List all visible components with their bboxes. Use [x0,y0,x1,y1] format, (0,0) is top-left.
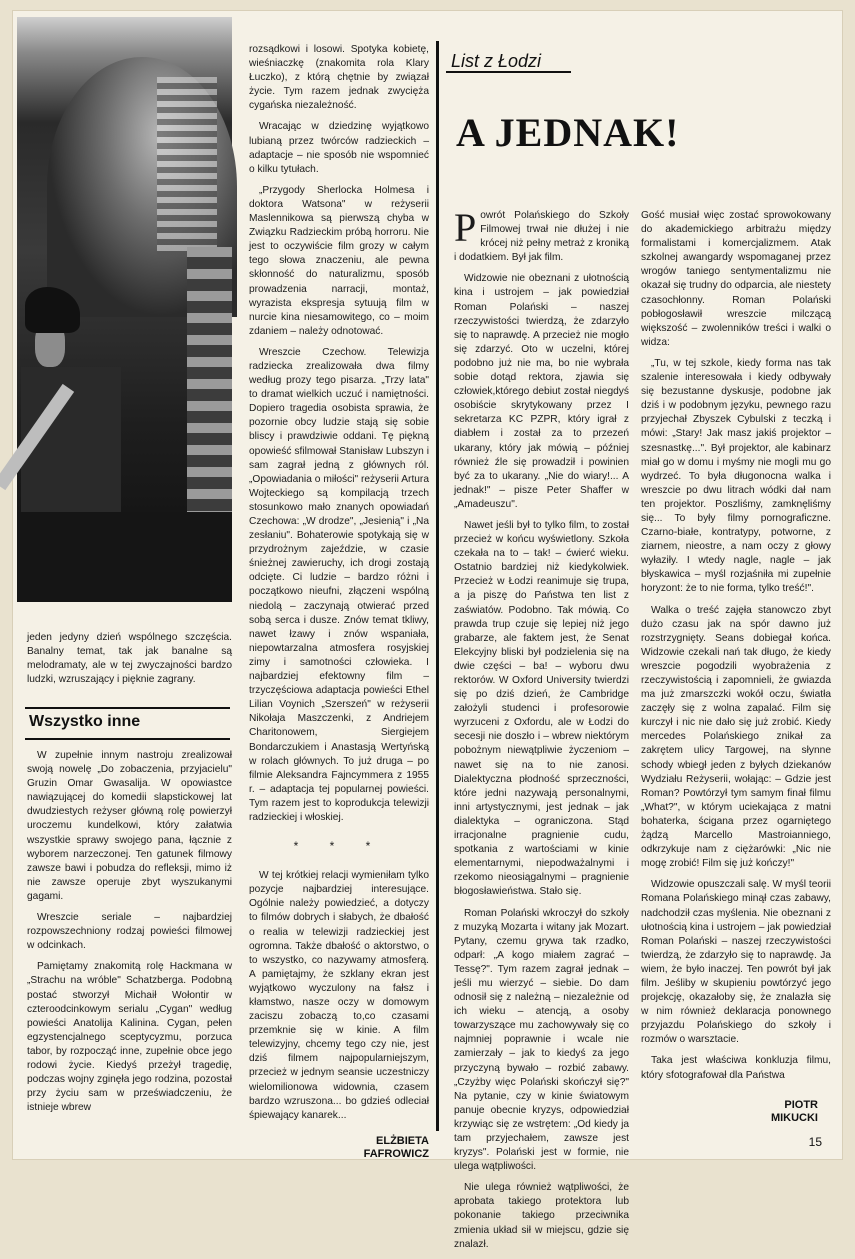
article-paragraph: „Tu, w tej szkole, kiedy forma nas tak szalenie interesowała i kiedy odbywały się bezustanne dyskusje, podobne jak dziś i w podobnym języku, pewnego razu przyjechał Zbyszek Cybulski z teczką i mówi: „Stary! Jak masz jakiś projektor – szesnastkę...". Był projektor, ale kabinarz miał go w domu i myśmy nie mogli mu go wydrzeć. To była długonocna walka i wreszcie po dwu litrach wódki dał nam ten projektor. Poszliśmy, zamknęliśmy się... To były filmy pornograficzne. Czarno-białe, kontratypy, potworne, z ziarnem, nieostre, a nam oczy z głowy wyłaziły. I wtedy nagle, nagle – jak błyskawica – myśl rozjaśniła mi zupełnie horyzont: że to nie forma, tylko treść!". [641,357,831,595]
article-paragraph: Nawet jeśli był to tylko film, to został przecież w końcu wyświetlony. Szkoła czekała na to – tak! – ćwierć wieku. Ostatnio bardziej niż kiedykolwiek. Przecież w Łodzi reanimuje się trupa, a ja piszę do Państwa ten list z zaświatów. Podobno. Tak mówią. Co prawda trup czuje się lepiej niż jego grabarze, ale faktem jest, że Senat Elekcyjny bliski był podzielenia się na dwie części – ba! – wyboru dwu rektorów. W Oxford University twierdzi się po dziś dzień, że Cambridge założyli studenci i profesorowie wyrzuceni z Oxfordu, ale w Łodzi do secesji nie doszło i – wbrew niektórym pobożnym niewątpliwie życzeniom – nawet się na to nie zanosi. Dialektyczna płodność sprzeczności, które jedni nazywają personalnymi, inni artystycznymi, jest jednak – jak dialektyka – ograniczona. Stąd irracjonalne pragnienie cudu, spotkania z wartościami w kinie elementarnymi, niepodważalnymi i rzekomo nieosiągalnymi – pragnienie błogosławieństwa. Stało się. [454,519,629,898]
article-paragraph: Gość musiał więc zostać sprowokowany do akademickiego arbitrażu między formalistami i komercjalizmem. Atak szkolnej awangardy wspomaganej przez wrogów taniego sentymentalizmu nie okazał się trudny do odparcia, ale niestety czasochłonny. Roman Polański pobłogosławił wreszcie milczącą większość – zwolenników treści i walki o widza: [641,210,831,348]
vertical-divider [436,41,439,1131]
article-paragraph: Nie ulega również wątpliwości, że aprobata takiego protektora lub pokonanie takiego przeciwnika zmienia układ sił w miejscu, gdzie się znalazł. [454,1182,629,1250]
column-1 [27,631,232,694]
column-1-continued [27,749,232,1122]
article-paragraph: Taka jest właściwa konkluzja filmu, który sfotografował dla Państwa [641,1055,831,1081]
col1-paragraph: Pamiętamy znakomitą rolę Hackmana w „Strachu na wróble" Schatzberga. Podobną postać stworzył Michaił Wołontir w czteroodcinkowym serialu „Cygan" według powieści Anatolija Kalinina. Cygan, pełen egzystencjalnego sceptycyzmu, porzuca tabor, by rozpocząć inne, zupełnie obce jego rodowi życie. Kiedyś przeżył tragedię, podczas wojny zginęła jego rodzina, pozostał przy życiu sam w przeświadczeniu, że istnieje wbrew [27,961,232,1114]
kicker-underline [446,71,571,73]
byline-author-1: ELŻBIETA FAFROWICZ [363,1135,429,1160]
magazine-page [12,10,843,1250]
byline-author-2: PIOTR MIKUCKI [770,1099,818,1124]
column-2 [249,43,429,1130]
section-stars: * * * [293,839,385,854]
col2-paragraph: rozsądkowi i losowi. Spotyka kobietę, wieśniaczkę (znakomita rola Klary Łuczko), z którą chętnie by związał życie. Tym razem jednak zwycięża cygańska niezależność. [249,44,429,112]
col1-paragraph: Wreszcie seriale – najbardziej rozpowszechniony rodzaj powieści filmowej w odcinkach. [27,912,232,952]
article-paragraph: Widzowie nie obeznani z ułotnością kina i ustrojem – jak powiedział Roman Polański – naszej rzeczywistości twierdzą, że zdarzyło się to naprawdę. A przecież nie mogło się zdarzyć. Oto w uczelni, której podobno już nie ma, bo nie wybrała sobie dotąd rektora, zjawia się człowiek,którego debiut został niegdyś osobiście skrytykowany przez I sekretarza KC PZPR, który igrał z diabłem i został za to przezeń ukarany, który jak mówią – później również źle się prowadził i powinien być za to ukarany. „Nie do wiary!... A jednak!" – pisze Peter Shaffer w „Amadeuszu". [454,273,629,510]
article-paragraph: Roman Polański wkroczył do szkoły z muzyką Mozarta i witany jak Mozart. Pytany, czemu grywa tak rzadko, odparł: „A kogo miałem zagrać – Tessę?". Tym razem zagrał jednak – jeśli mu wierzyć – siebie. Do dam odnosił się z należną – niezależnie od ich wieku – atencją, a osoby towarzyszące mu zachowywały się co najmniej poprawnie i wcale nie zamierzały – jak to kiedyś za jego przyczyną bywało – rozbić zabawy. „Czyżby więc Polański skończył się?" Na pytanie, czy w kinie światowym panuje obecnie kryzys, odpowiedział krzywiąc się ze wstrętem: „Od kiedy ja tam przyjechałem, zawsze jest kryzys". Polański jest w formie, nie ulega wątpliwości. [454,907,629,1173]
col1-paragraph: jeden jedyny dzień wspólnego szczęścia. Banalny temat, tak jak banalne są melodramaty, ale w tej zwyczajności bardzo ludzki, wzruszający i pięknie zagrany. [27,632,232,686]
article-kicker: List z Łodzi [451,51,542,71]
article-headline: A JEDNAK! [456,110,680,155]
article-paragraph: Walka o treść zajęła stanowczo zbyt dużo czasu jak na spór dawno już rozstrzygnięty. Seans dobiegał końca. Widzowie czekali nań tak długo, że kiedy wreszcie pogodzili wyobrażenia z rzeczywistością i zapomnieli, że gwiazda ma już zmarszczki wokół oczu, światła zaczęły się z wolna zapalać. Film się kurczył i nic nie dało się już zrobić. Kiedy mercedes Polańskiego znikał za zakrętem ulicy Targowej, na słynne schody wbiegł jeden z byłych dziekanów Wydziału Reżyserii, wołając: – Gdzie jest Roman? Powtórzył tym samym finał filmu „What?", w którym uciekająca z matni bohaterka, ścigana przez ogarniętego żądzą Marcello Mastroianniego, odkrzykuje nam z ciężarówki: „Nic nie mogę zrobić! Film się już kończy!" [641,604,831,870]
section-rule [25,707,230,709]
col2-paragraph: W tej krótkiej relacji wymieniłam tylko pozycje najbardziej interesujące. Ogólnie należy powiedzieć, a dotyczy to filmów dobrych i słabych, że dbałość o realia w telewizji radzieckiej jest ogromna. Także dbałość o aktorstwo, o to wszystko, co nazywamy atmosferą. A pamiętajmy, że szklany ekran jest wyjątkowo wyczulony na fałsz i kłamstwo, nasze oczy w domowym zaciszu zobaczą to,co czasami przemknie się w kinie. A film telewizyjny, chcemy tego czy nie, jest dziś filmem najpopularniejszym, przecież w jednym seansie uczestniczy wielomilionowa widownia, czasem bardzo wzruszona... bo gdzieś odleciał śpiewający kanarek... [249,870,429,1121]
section-rule [25,738,230,740]
article-paragraph: Widzowie opuszczali salę. W myśl teorii Romana Polańskiego minął czas zabawy, nadchodził czas myślenia. Nie obeznani z ułotnością kina i ustrojem – jak powiedział Roman Polański – naszej rzeczywistości twierdzą, że zdarzyło się to naprawdę. Ja wiem, że było inaczej. Ten powrót był jak film. Jeśliby w skupieniu powtórzyć jego projekcję, okazałoby się, że znalazła się w nim również deklaracja ponownego przyjazdu Polańskiego do szkoły i rozmów o warsztacie. [641,879,831,1046]
drop-cap: P [454,205,477,250]
col2-paragraph: Wreszcie Czechow. Telewizja radziecka zrealizowała dwa filmy według prozy tego pisarza. „Trzy lata" to dramat wielkich uczuć i namiętności. Dopiero tragedia osobista sprawia, że pozornie obcy ludzie stają się sobie bliscy i prawdziwie oddani. Tę piękną opowieść sfilmował Stanisław Lubszyn i sam zagrał jedną z głównych ról. „Opowiadania o miłości" reżyserii Artura Wojteckiego są kompilacją trzech stosunkowo mało znanych opowiadań Czechowa: „W drodze", „Jesienią" i „Na zesłaniu". Bohaterowie spotykają się w przydrożnym zajeździe, w czasie śnieżnej zawieruchy, ich drogi zostają odcięte. Ci ludzie – bardzo różni i początkowo nieufni, złączeni wspólną niedolą – zaczynają otwierać przed sobą serca i dusze. Znów temat tkliwy, nawet łzawy i znów wspaniała, niepowtarzalna atmosfera rosyjskiej zimy i samotności człowieka. I najbardziej efektowny film – trzyczęściowa adaptacja powieści Ethel Lilian Voynich „Szerszeń" w reżyserii Nikołaja Maszczenki, z Andriejem Charitonowem, Siergiejem Bondarczukiem i Anastasją Wertyńską w rolach głównych. To już druga – po filmie Aleksandra Fajncymmera z 1955 r. – adaptacja tej popularnej powieści. Tym razem jest to koprodukcja telewizji radzieckiej i włoskiej. [249,346,429,823]
section-heading: Wszystko inne [29,713,141,730]
col2-paragraph: „Przygody Sherlocka Holmesa i doktora Watsona" w reżyserii Maslennikowa są pierwszą chyba w Związku Radzieckim próbą horroru. Nie jest to oczywiście film grozy w całym tego słowa znaczeniu, ale pewna skłonność do naturalizmu, sposób prowadzenia narracji, montaż, wyrazista ekspresja sytuują film w nurcie kina niesamowitego, co – moim zdaniem – należy odnotować. [249,184,429,337]
film-still-photo [17,17,232,601]
page-number: 15 [808,1135,822,1149]
article-lead-paragraph: Powrót Polańskiego do Szkoły Filmowej trwał nie dłużej i nie krócej niż pełny metraż z kroniką i dodatkiem. Był jak film. [454,205,629,264]
column-4 [641,209,831,1090]
col2-paragraph: Wracając w dziedzinę wyjątkowo lubianą przez twórców radzieckich – adaptacje – nie sposób nie wspomnieć o kilku tytułach. [249,121,429,175]
column-3 [454,205,629,1259]
col1-paragraph: W zupełnie innym nastroju zrealizował swoją nowelę „Do zobaczenia, przyjacielu" Gruzin Omar Gwasalija. W opowiastce nawiązującej do komedii slapstickowej lat dwudziestych reżyser główną rolę powierzył uroczemu kundelkowi, który załatwia wszystkie sprawy swojego pana, łącznie z wyborem narzeczonej. Ten gatunek filmowy zawsze bawi i pobudza do refleksji, mimo iż nie zawsze operuje zbyt wyszukanymi gagami. [27,750,232,902]
